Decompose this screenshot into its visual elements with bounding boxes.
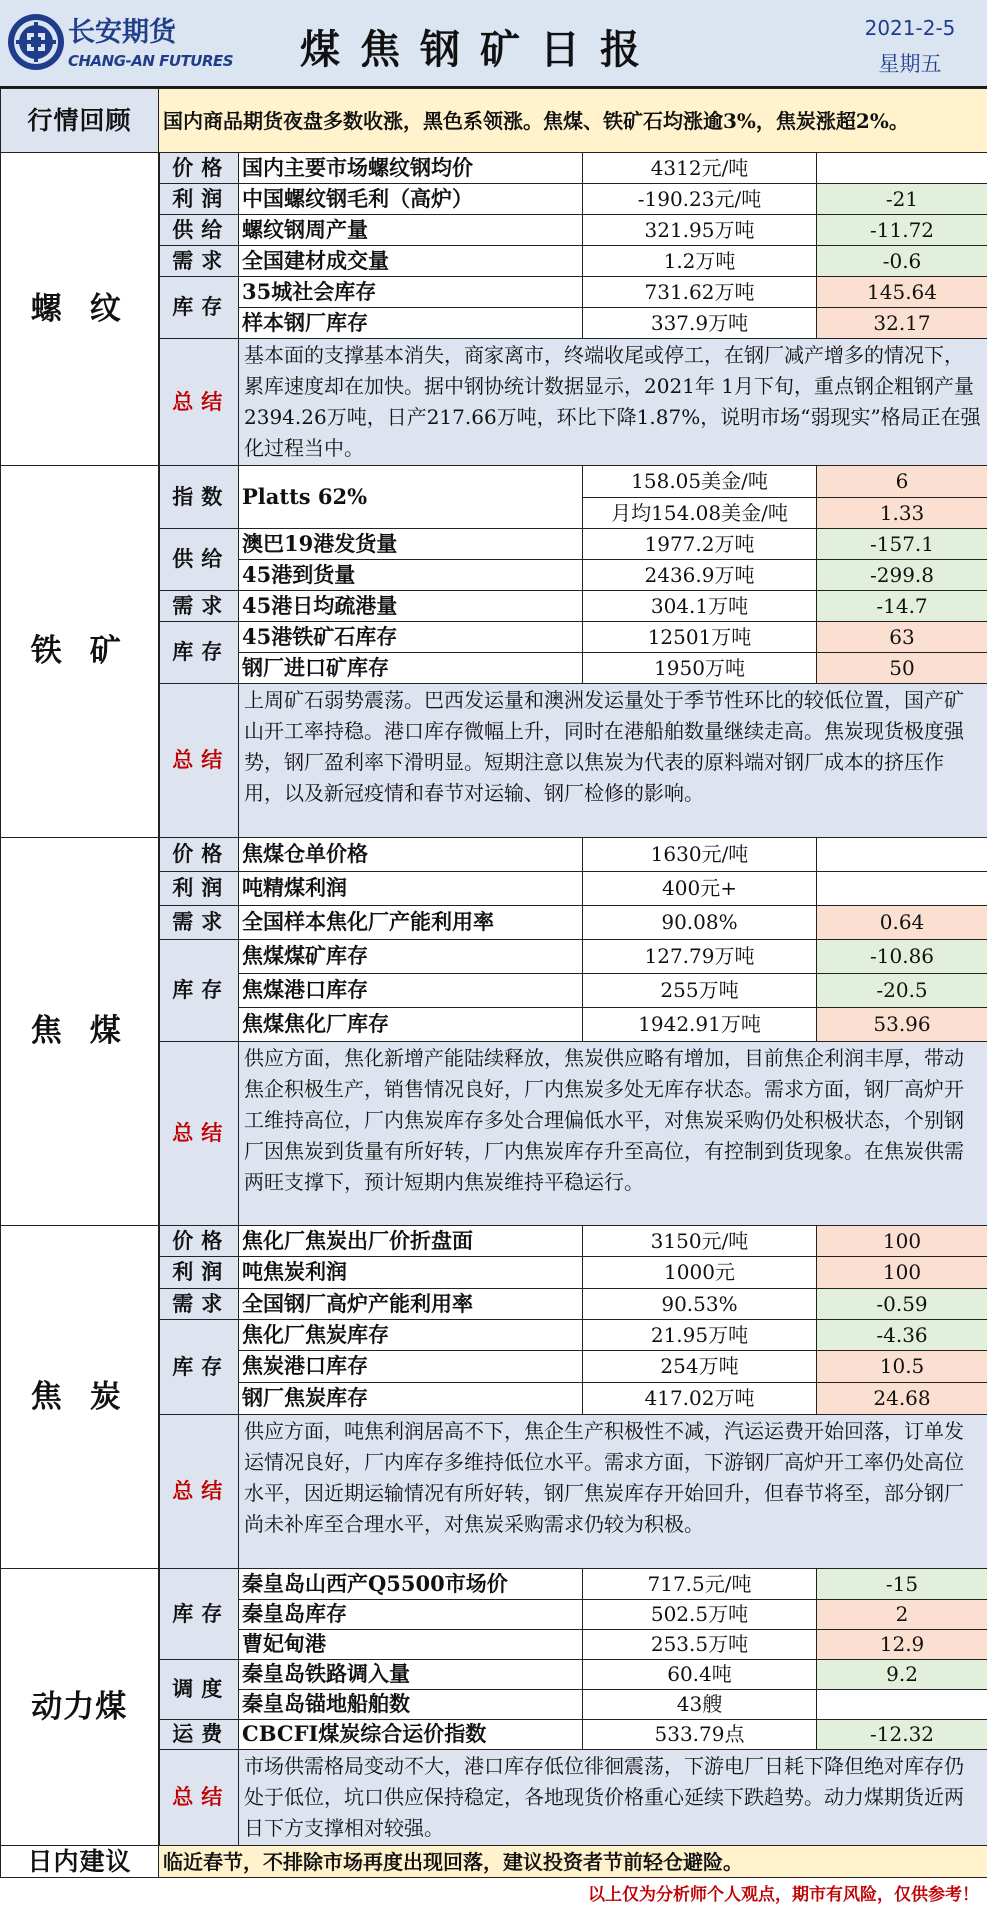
category-label: 利润 [159,872,239,906]
indicator-change: 100 [817,1226,987,1257]
indicator-name: 吨精煤利润 [239,872,583,906]
indicator-name: 45港日均疏港量 [239,591,583,622]
indicator-change: 50 [817,653,987,684]
indicator-name: 焦煤焦化厂库存 [239,1008,583,1042]
indicator-value: 1630元/吨 [583,838,817,872]
summary-label: 总结 [159,1750,239,1846]
indicator-change [817,838,987,872]
summary-label: 总结 [159,1042,239,1226]
intraday-advice-label: 日内建议 [1,1846,159,1878]
indicator-value: 253.5万吨 [583,1630,817,1660]
section-rebar-label: 螺纹 [1,153,159,466]
indicator-value: 533.79点 [583,1720,817,1750]
indicator-value: 717.5元/吨 [583,1569,817,1600]
indicator-change [817,153,987,184]
market-review-label: 行情回顾 [1,89,159,153]
chang-an-logo-icon [6,12,66,72]
coking-coal-summary: 供应方面，焦化新增产能陆续释放，焦炭供应略有增加，目前焦企利润丰厚，带动焦企积极生产，销售情况良好，厂内焦炭多处无库存状态。需求方面，钢厂高炉开工维持高位，厂内焦炭库存多处合理偏低水平，对焦炭采购仍处积极状态，个别钢厂因焦炭到货量有所好转，厂内焦炭库存升至高位，有控制到货现象。在焦炭供需两旺支撑下，预计短期内焦炭维持平稳运行。 [239,1042,987,1226]
brand-name-cn: 长安期货 [68,17,176,48]
indicator-name: 焦煤仓单价格 [239,838,583,872]
indicator-name: 全国样本焦化厂产能利用率 [239,906,583,940]
report-weekday: 星期五 [878,52,942,76]
section-coking-coal-label: 焦煤 [1,838,159,1226]
category-label: 利润 [159,1257,239,1289]
risk-disclaimer: 以上仅为分析师个人观点，期市有风险，仅供参考！ [588,1885,979,1905]
indicator-value: 158.05美金/吨 [583,466,817,498]
category-label: 需求 [159,246,239,277]
indicator-value: 254万吨 [583,1351,817,1383]
indicator-change: 24.68 [817,1383,987,1415]
category-label: 价格 [159,1226,239,1257]
indicator-change: -4.36 [817,1320,987,1351]
indicator-value: 21.95万吨 [583,1320,817,1351]
indicator-value: 1.2万吨 [583,246,817,277]
category-label: 库存 [159,1320,239,1415]
report-header [0,0,987,88]
category-label: 指数 [159,466,239,529]
report-title: 煤焦钢矿日报 [300,27,660,73]
indicator-name: 中国螺纹钢毛利（高炉） [239,184,583,215]
indicator-value: 4312元/吨 [583,153,817,184]
indicator-value: 1950万吨 [583,653,817,684]
indicator-name: 焦煤煤矿库存 [239,940,583,974]
indicator-name: 秦皇岛库存 [239,1600,583,1630]
brand-name-en: CHANG-AN FUTURES [68,52,234,70]
intraday-advice-text: 临近春节，不排除市场再度出现回落，建议投资者节前轻仓避险。 [159,1846,987,1878]
indicator-change: -20.5 [817,974,987,1008]
indicator-change: -15 [817,1569,987,1600]
indicator-value: 12501万吨 [583,622,817,653]
indicator-name: 钢厂焦炭库存 [239,1383,583,1415]
indicator-name: 35城社会库存 [239,277,583,308]
category-label: 库存 [159,277,239,339]
indicator-change: 10.5 [817,1351,987,1383]
indicator-value: 43艘 [583,1690,817,1720]
indicator-change: 6 [817,466,987,498]
indicator-name: 全国钢厂高炉产能利用率 [239,1289,583,1320]
indicator-value: 400元+ [583,872,817,906]
indicator-change: 63 [817,622,987,653]
indicator-name: 澳巴19港发货量 [239,529,583,560]
indicator-change [817,872,987,906]
indicator-value: 321.95万吨 [583,215,817,246]
indicator-change: 1.33 [817,498,987,529]
indicator-value: 60.4吨 [583,1660,817,1690]
indicator-name: 秦皇岛山西产Q5500市场价 [239,1569,583,1600]
indicator-name: 曹妃甸港 [239,1630,583,1660]
indicator-name: 焦化厂焦炭库存 [239,1320,583,1351]
category-label: 调度 [159,1660,239,1720]
indicator-name: 焦煤港口库存 [239,974,583,1008]
category-label: 需求 [159,906,239,940]
indicator-name: 秦皇岛锚地船舶数 [239,1690,583,1720]
indicator-change: 2 [817,1600,987,1630]
category-label: 库存 [159,622,239,684]
indicator-name: 45港到货量 [239,560,583,591]
rebar-summary: 基本面的支撑基本消失，商家离市，终端收尾或停工，在钢厂减产增多的情况下，累库速度却在加快。据中钢协统计数据显示，2021年 1月下旬，重点钢企粗钢产量2394.26万吨，日产217.66万吨，环比下降1.87%，说明市场“弱现实”格局正在强化过程当中。 [239,339,987,466]
summary-label: 总结 [159,1415,239,1569]
category-label: 需求 [159,591,239,622]
indicator-name: Platts 62% [239,466,583,529]
indicator-value: 月均154.08美金/吨 [583,498,817,529]
indicator-change: -0.59 [817,1289,987,1320]
indicator-change: 53.96 [817,1008,987,1042]
indicator-change [817,1690,987,1720]
indicator-name: 国内主要市场螺纹钢均价 [239,153,583,184]
category-label: 库存 [159,1569,239,1660]
indicator-name: 样本钢厂库存 [239,308,583,339]
indicator-value: 502.5万吨 [583,1600,817,1630]
indicator-change: 32.17 [817,308,987,339]
report-table [0,88,987,1878]
indicator-change: 9.2 [817,1660,987,1690]
indicator-name: 全国建材成交量 [239,246,583,277]
indicator-name: 45港铁矿石库存 [239,622,583,653]
indicator-change: -10.86 [817,940,987,974]
indicator-change: 100 [817,1257,987,1289]
category-label: 价格 [159,838,239,872]
indicator-name: 秦皇岛铁路调入量 [239,1660,583,1690]
iron-ore-summary: 上周矿石弱势震荡。巴西发运量和澳洲发运量处于季节性环比的较低位置，国产矿山开工率持稳。港口库存微幅上升，同时在港船舶数量继续走高。焦炭现货极度强势，钢厂盈利率下滑明显。短期注意以焦炭为代表的原料端对钢厂成本的挤压作用，以及新冠疫情和春节对运输、钢厂检修的影响。 [239,684,987,838]
indicator-change: -14.7 [817,591,987,622]
indicator-value: 1942.91万吨 [583,1008,817,1042]
thermal-coal-summary: 市场供需格局变动不大，港口库存低位徘徊震荡，下游电厂日耗下降但绝对库存仍处于低位，坑口供应保持稳定，各地现货价格重心延续下跌趋势。动力煤期货近两日下方支撑相对较强。 [239,1750,987,1846]
indicator-value: 2436.9万吨 [583,560,817,591]
indicator-value: 90.08% [583,906,817,940]
report-date: 2021-2-5 [864,16,956,40]
indicator-value: 1000元 [583,1257,817,1289]
indicator-change: 0.64 [817,906,987,940]
indicator-value: 255万吨 [583,974,817,1008]
indicator-value: 3150元/吨 [583,1226,817,1257]
category-label: 供给 [159,529,239,591]
category-label: 价格 [159,153,239,184]
coke-summary: 供应方面，吨焦利润居高不下，焦企生产积极性不减，汽运运费开始回落，订单发运情况良好，厂内库存多维持低位水平。需求方面，下游钢厂高炉开工率仍处高位水平，因近期运输情况有所好转，钢厂焦炭库存开始回升，但春节将至，部分钢厂尚未补库至合理水平，对焦炭采购需求仍较为积极。 [239,1415,987,1569]
indicator-value: 417.02万吨 [583,1383,817,1415]
category-label: 需求 [159,1289,239,1320]
indicator-name: 钢厂进口矿库存 [239,653,583,684]
indicator-value: 90.53% [583,1289,817,1320]
indicator-value: 304.1万吨 [583,591,817,622]
category-label: 利润 [159,184,239,215]
indicator-value: 731.62万吨 [583,277,817,308]
indicator-value: 127.79万吨 [583,940,817,974]
indicator-name: 螺纹钢周产量 [239,215,583,246]
indicator-change: 145.64 [817,277,987,308]
indicator-name: 焦炭港口库存 [239,1351,583,1383]
category-label: 运费 [159,1720,239,1750]
indicator-change: -11.72 [817,215,987,246]
indicator-value: 1977.2万吨 [583,529,817,560]
indicator-change: -299.8 [817,560,987,591]
indicator-name: 吨焦炭利润 [239,1257,583,1289]
indicator-value: -190.23元/吨 [583,184,817,215]
indicator-name: 焦化厂焦炭出厂价折盘面 [239,1226,583,1257]
summary-label: 总结 [159,339,239,466]
indicator-change: -0.6 [817,246,987,277]
indicator-value: 337.9万吨 [583,308,817,339]
category-label: 库存 [159,940,239,1042]
section-coke-label: 焦炭 [1,1226,159,1569]
category-label: 供给 [159,215,239,246]
section-thermal-coal-label: 动力煤 [1,1569,159,1846]
indicator-change: -21 [817,184,987,215]
indicator-change: -157.1 [817,529,987,560]
section-iron-ore-label: 铁矿 [1,466,159,838]
indicator-name: CBCFI煤炭综合运价指数 [239,1720,583,1750]
indicator-change: -12.32 [817,1720,987,1750]
market-review-text: 国内商品期货夜盘多数收涨，黑色系领涨。焦煤、铁矿石均涨逾3%，焦炭涨超2%。 [159,89,987,153]
indicator-change: 12.9 [817,1630,987,1660]
summary-label: 总结 [159,684,239,838]
